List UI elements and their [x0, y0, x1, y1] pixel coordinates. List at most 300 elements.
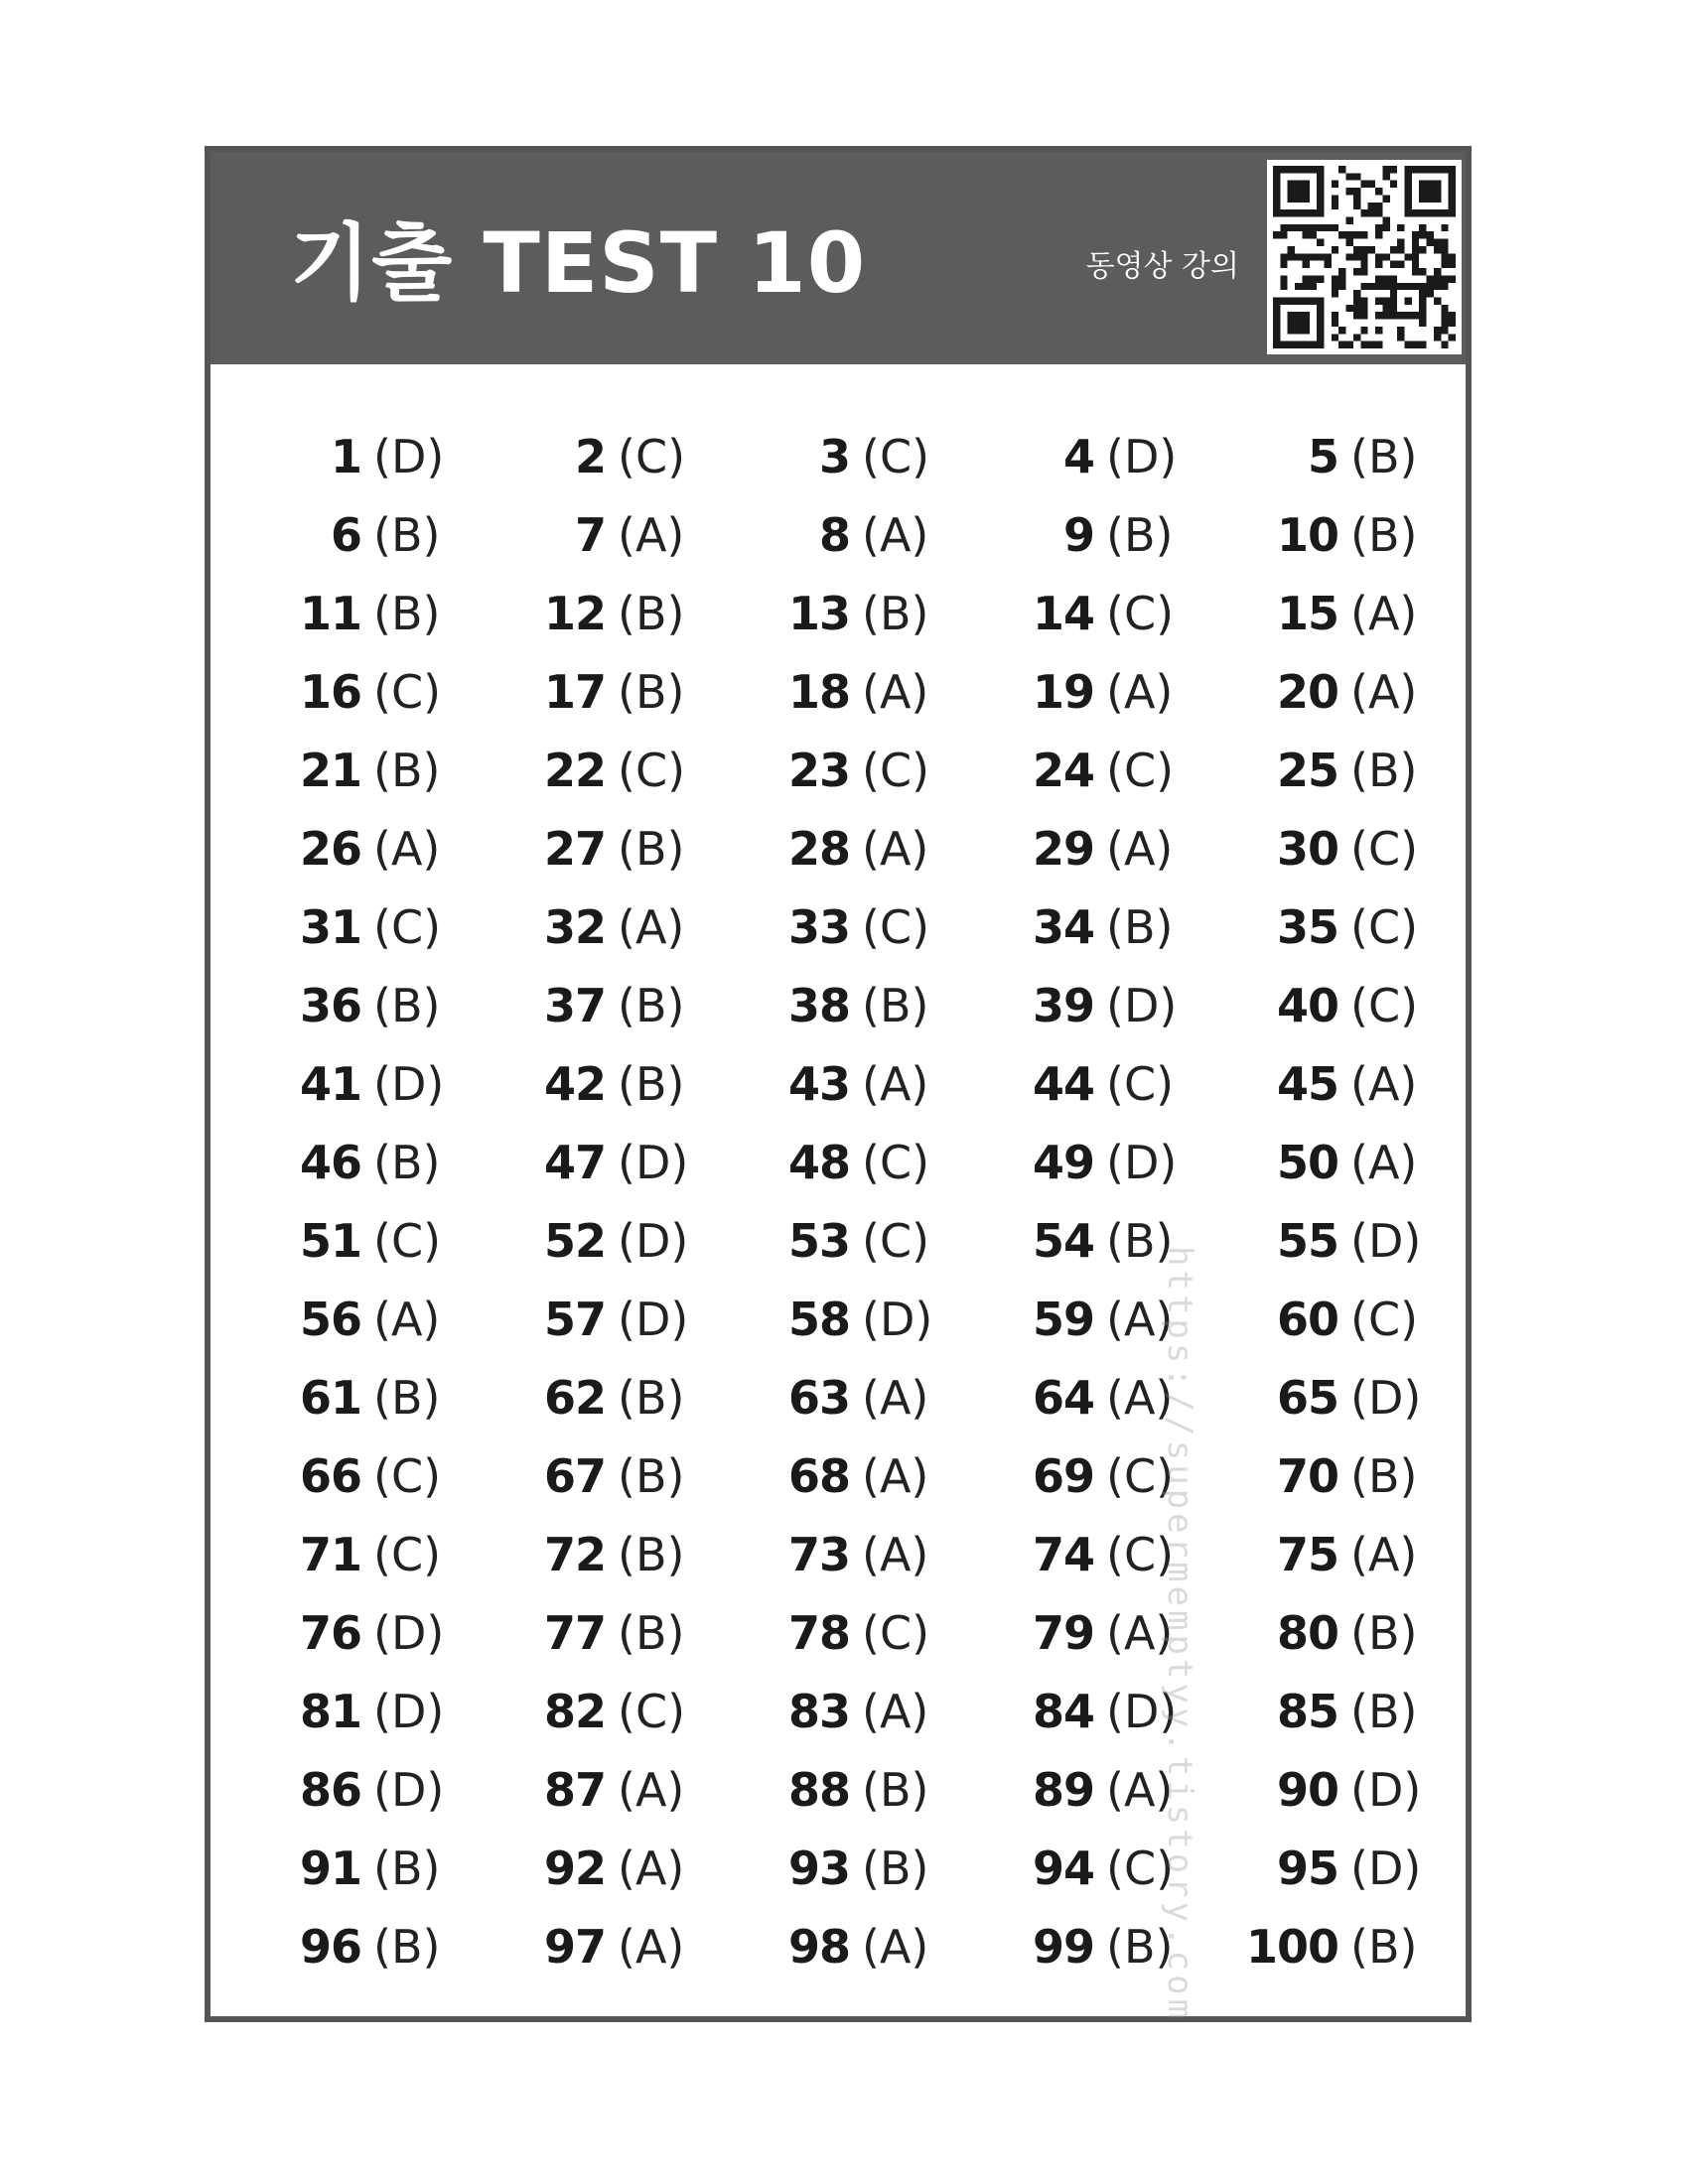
answer-choice: (C): [862, 744, 930, 797]
answer-choice: (D): [618, 1293, 689, 1346]
answer-choice: (D): [618, 1136, 689, 1189]
question-number: 53: [787, 1214, 850, 1268]
answer-choice: (D): [1106, 1136, 1178, 1189]
question-number: 84: [1032, 1685, 1094, 1738]
question-number: 48: [787, 1136, 850, 1189]
question-number: 10: [1276, 508, 1338, 562]
answer-item: [995, 418, 1239, 496]
answer-choice: (A): [862, 1920, 929, 1974]
answer-choice: (D): [1106, 979, 1178, 1032]
question-number: 13: [787, 587, 850, 640]
answer-choice: (C): [862, 900, 930, 954]
answer-choice: (B): [618, 1449, 685, 1503]
answer-item: [262, 1437, 506, 1516]
answer-item: [1239, 810, 1483, 888]
answer-item: [506, 1908, 751, 1986]
question-number: 28: [787, 822, 850, 876]
answer-item: [995, 967, 1239, 1045]
answer-choice: (C): [373, 665, 442, 719]
answer-choice: (A): [862, 822, 929, 876]
answer-choice: (D): [862, 1293, 933, 1346]
answer-item: [751, 575, 995, 653]
question-number: 67: [543, 1449, 606, 1503]
answer-choice: (D): [373, 1606, 445, 1660]
answer-choice: (C): [618, 744, 686, 797]
question-number: 44: [1032, 1057, 1094, 1111]
answer-item: [1239, 1045, 1483, 1124]
question-number: 51: [299, 1214, 361, 1268]
question-number: 88: [787, 1763, 850, 1817]
answer-grid: [211, 418, 1466, 1986]
question-number: 70: [1276, 1449, 1338, 1503]
answer-choice: (C): [1350, 900, 1419, 954]
answer-choice: (C): [373, 1214, 442, 1268]
question-number: 15: [1276, 587, 1338, 640]
answer-item: [995, 1202, 1239, 1281]
question-number: 83: [787, 1685, 850, 1738]
question-number: 60: [1276, 1293, 1338, 1346]
answer-choice: (B): [618, 1606, 685, 1660]
question-number: 4: [1062, 430, 1094, 483]
question-number: 47: [543, 1136, 606, 1189]
answer-item: [1239, 888, 1483, 967]
answer-choice: (B): [1106, 508, 1174, 562]
answer-item: [506, 653, 751, 732]
answer-choice: (B): [373, 744, 441, 797]
question-number: 16: [299, 665, 361, 719]
answer-item: [506, 1124, 751, 1202]
question-number: 64: [1032, 1371, 1094, 1425]
answer-item: [751, 1281, 995, 1359]
answer-choice: (A): [1106, 1293, 1174, 1346]
question-number: 93: [787, 1842, 850, 1895]
answer-item: [262, 888, 506, 967]
answer-item: [751, 1437, 995, 1516]
answer-choice: (D): [373, 430, 445, 483]
question-number: 40: [1276, 979, 1338, 1032]
question-number: 66: [299, 1449, 361, 1503]
answer-choice: (C): [1350, 979, 1419, 1032]
answer-choice: (B): [373, 508, 441, 562]
question-number: 5: [1307, 430, 1338, 483]
answer-choice: (D): [1350, 1214, 1422, 1268]
answer-choice: (B): [618, 979, 685, 1032]
answer-item: [995, 575, 1239, 653]
question-number: 33: [787, 900, 850, 954]
answer-item: [995, 888, 1239, 967]
answer-choice: (B): [1106, 900, 1174, 954]
answer-item: [506, 1437, 751, 1516]
answer-item: [262, 496, 506, 575]
question-number: 27: [543, 822, 606, 876]
answer-item: [262, 575, 506, 653]
answer-choice: (A): [1106, 665, 1174, 719]
answer-choice: (D): [373, 1057, 445, 1111]
question-number: 50: [1276, 1136, 1338, 1189]
answer-item: [751, 967, 995, 1045]
answer-item: [751, 810, 995, 888]
answer-choice: (B): [373, 979, 441, 1032]
question-number: 25: [1276, 744, 1338, 797]
answer-choice: (C): [1106, 1528, 1175, 1581]
answer-item: [1239, 1830, 1483, 1908]
answer-item: [262, 418, 506, 496]
question-number: 72: [543, 1528, 606, 1581]
answer-choice: (A): [862, 1449, 929, 1503]
answer-item: [751, 653, 995, 732]
answer-choice: (A): [373, 822, 441, 876]
answer-choice: (A): [1350, 1136, 1418, 1189]
question-number: 3: [818, 430, 850, 483]
answer-choice: (C): [1106, 587, 1175, 640]
answer-choice: (C): [1106, 1057, 1175, 1111]
answer-item: [1239, 575, 1483, 653]
answer-choice: (A): [373, 1293, 441, 1346]
answer-choice: (D): [1106, 430, 1178, 483]
answer-choice: (B): [618, 822, 685, 876]
question-number: 75: [1276, 1528, 1338, 1581]
answer-item: [995, 1045, 1239, 1124]
answer-choice: (A): [862, 665, 929, 719]
question-number: 11: [299, 587, 361, 640]
question-number: 19: [1032, 665, 1094, 719]
question-number: 100: [1245, 1920, 1338, 1974]
answer-item: [995, 1281, 1239, 1359]
answer-choice: (B): [373, 1136, 441, 1189]
question-number: 92: [543, 1842, 606, 1895]
answer-choice: (B): [862, 1763, 929, 1817]
answer-item: [1239, 1908, 1483, 1986]
question-number: 35: [1276, 900, 1338, 954]
question-number: 90: [1276, 1763, 1338, 1817]
answer-item: [751, 1124, 995, 1202]
answer-choice: (C): [1106, 1842, 1175, 1895]
question-number: 73: [787, 1528, 850, 1581]
question-number: 59: [1032, 1293, 1094, 1346]
answer-choice: (B): [862, 1842, 929, 1895]
question-number: 14: [1032, 587, 1094, 640]
answer-item: [506, 810, 751, 888]
answer-item: [995, 1908, 1239, 1986]
answer-choice: (B): [1106, 1920, 1174, 1974]
answer-choice: (B): [1350, 1920, 1418, 1974]
answer-choice: (A): [862, 508, 929, 562]
answer-choice: (A): [1350, 1057, 1418, 1111]
question-number: 7: [574, 508, 606, 562]
answer-choice: (A): [618, 1920, 685, 1974]
question-number: 82: [543, 1685, 606, 1738]
answer-item: [506, 1751, 751, 1830]
watermark: https://supermemptyy.tistory.com: [1160, 1246, 1199, 2024]
qr-code-icon: [1273, 166, 1456, 348]
answer-choice: (B): [373, 1842, 441, 1895]
question-number: 56: [299, 1293, 361, 1346]
answer-choice: (D): [373, 1763, 445, 1817]
question-number: 95: [1276, 1842, 1338, 1895]
question-number: 2: [574, 430, 606, 483]
answer-choice: (C): [1106, 1449, 1175, 1503]
answer-choice: (B): [862, 587, 929, 640]
question-number: 41: [299, 1057, 361, 1111]
question-number: 24: [1032, 744, 1094, 797]
question-number: 45: [1276, 1057, 1338, 1111]
question-number: 52: [543, 1214, 606, 1268]
answer-item: [1239, 1751, 1483, 1830]
question-number: 36: [299, 979, 361, 1032]
answer-item: [262, 1830, 506, 1908]
answer-choice: (C): [862, 430, 930, 483]
question-number: 20: [1276, 665, 1338, 719]
question-number: 94: [1032, 1842, 1094, 1895]
question-number: 80: [1276, 1606, 1338, 1660]
question-number: 12: [543, 587, 606, 640]
answer-item: [1239, 1516, 1483, 1594]
question-number: 77: [543, 1606, 606, 1660]
question-number: 62: [543, 1371, 606, 1425]
answer-choice: (A): [1106, 1371, 1174, 1425]
answer-choice: (A): [1106, 1763, 1174, 1817]
answer-item: [995, 1751, 1239, 1830]
answer-item: [995, 1359, 1239, 1437]
answer-item: [751, 1202, 995, 1281]
answer-choice: (D): [1350, 1763, 1422, 1817]
question-number: 86: [299, 1763, 361, 1817]
answer-item: [751, 1359, 995, 1437]
answer-item: [506, 888, 751, 967]
answer-item: [262, 1124, 506, 1202]
page-title: 기출 TEST 10: [290, 214, 867, 312]
question-number: 76: [299, 1606, 361, 1660]
question-number: 97: [543, 1920, 606, 1974]
question-number: 58: [787, 1293, 850, 1346]
answer-choice: (B): [1350, 1685, 1418, 1738]
answer-item: [262, 1516, 506, 1594]
answer-item: [751, 418, 995, 496]
answer-item: [751, 1594, 995, 1673]
answer-item: [1239, 1437, 1483, 1516]
answer-choice: (D): [373, 1685, 445, 1738]
answer-item: [506, 1594, 751, 1673]
question-number: 81: [299, 1685, 361, 1738]
answer-item: [995, 653, 1239, 732]
answer-item: [995, 732, 1239, 810]
answer-choice: (B): [373, 1371, 441, 1425]
answer-item: [751, 1045, 995, 1124]
question-number: 30: [1276, 822, 1338, 876]
answer-choice: (B): [862, 979, 929, 1032]
question-number: 91: [299, 1842, 361, 1895]
answer-item: [262, 1673, 506, 1751]
question-number: 79: [1032, 1606, 1094, 1660]
answer-item: [506, 1359, 751, 1437]
answer-item: [751, 1830, 995, 1908]
answer-choice: (C): [1106, 744, 1175, 797]
answer-item: [1239, 1359, 1483, 1437]
question-number: 49: [1032, 1136, 1094, 1189]
answer-item: [751, 732, 995, 810]
answer-choice: (B): [618, 665, 685, 719]
question-number: 26: [299, 822, 361, 876]
answer-choice: (C): [862, 1214, 930, 1268]
answer-choice: (B): [618, 1371, 685, 1425]
answer-item: [1239, 653, 1483, 732]
question-number: 46: [299, 1136, 361, 1189]
answer-item: [995, 496, 1239, 575]
answer-choice: (C): [373, 1449, 442, 1503]
question-number: 1: [330, 430, 361, 483]
answer-item: [506, 1202, 751, 1281]
answer-choice: (D): [1350, 1842, 1422, 1895]
answer-item: [506, 1673, 751, 1751]
answer-item: [995, 810, 1239, 888]
answer-item: [1239, 1673, 1483, 1751]
question-number: 55: [1276, 1214, 1338, 1268]
answer-choice: (D): [1350, 1371, 1422, 1425]
question-number: 22: [543, 744, 606, 797]
answer-item: [506, 418, 751, 496]
answer-choice: (A): [862, 1685, 929, 1738]
answer-choice: (A): [618, 900, 685, 954]
answer-item: [262, 1045, 506, 1124]
question-number: 38: [787, 979, 850, 1032]
answer-choice: (A): [862, 1528, 929, 1581]
answer-key-card: [205, 146, 1472, 2022]
answer-item: [1239, 1124, 1483, 1202]
answer-item: [262, 653, 506, 732]
answer-choice: (B): [618, 1057, 685, 1111]
answer-choice: (C): [618, 430, 686, 483]
answer-choice: (C): [373, 900, 442, 954]
question-number: 61: [299, 1371, 361, 1425]
answer-choice: (A): [862, 1371, 929, 1425]
answer-choice: (B): [373, 587, 441, 640]
question-number: 89: [1032, 1763, 1094, 1817]
answer-choice: (B): [1350, 1606, 1418, 1660]
answer-item: [995, 1516, 1239, 1594]
answer-item: [262, 1594, 506, 1673]
question-number: 34: [1032, 900, 1094, 954]
qr-code[interactable]: [1267, 160, 1462, 354]
answer-item: [506, 1045, 751, 1124]
answer-item: [1239, 1281, 1483, 1359]
answer-item: [751, 1908, 995, 1986]
answer-choice: (D): [1106, 1685, 1178, 1738]
answer-item: [262, 1751, 506, 1830]
answer-choice: (A): [1106, 1606, 1174, 1660]
question-number: 99: [1032, 1920, 1094, 1974]
answer-item: [751, 1516, 995, 1594]
question-number: 6: [330, 508, 361, 562]
answer-choice: (A): [618, 508, 685, 562]
question-number: 31: [299, 900, 361, 954]
answer-choice: (A): [1106, 822, 1174, 876]
answer-item: [751, 496, 995, 575]
question-number: 78: [787, 1606, 850, 1660]
answer-choice: (C): [1350, 822, 1419, 876]
question-number: 29: [1032, 822, 1094, 876]
answer-item: [262, 1202, 506, 1281]
answer-choice: (C): [862, 1606, 930, 1660]
answer-choice: (D): [618, 1214, 689, 1268]
answer-item: [751, 1751, 995, 1830]
question-number: 42: [543, 1057, 606, 1111]
question-number: 96: [299, 1920, 361, 1974]
question-number: 85: [1276, 1685, 1338, 1738]
answer-choice: (A): [1350, 587, 1418, 640]
answer-item: [506, 496, 751, 575]
question-number: 69: [1032, 1449, 1094, 1503]
answer-choice: (C): [862, 1136, 930, 1189]
answer-item: [262, 1908, 506, 1986]
answer-choice: (A): [618, 1763, 685, 1817]
question-number: 68: [787, 1449, 850, 1503]
answer-choice: (A): [1350, 665, 1418, 719]
answer-choice: (B): [618, 1528, 685, 1581]
answer-item: [262, 1281, 506, 1359]
answer-choice: (B): [1350, 430, 1418, 483]
answer-choice: (A): [862, 1057, 929, 1111]
answer-choice: (B): [373, 1920, 441, 1974]
answer-item: [1239, 418, 1483, 496]
answer-item: [1239, 1594, 1483, 1673]
answer-item: [506, 1830, 751, 1908]
answer-item: [506, 575, 751, 653]
answer-item: [506, 1516, 751, 1594]
answer-choice: (B): [1106, 1214, 1174, 1268]
answer-item: [1239, 1202, 1483, 1281]
answer-item: [1239, 496, 1483, 575]
question-number: 32: [543, 900, 606, 954]
answer-item: [751, 1673, 995, 1751]
answer-item: [1239, 732, 1483, 810]
answer-item: [995, 1673, 1239, 1751]
answer-choice: (C): [373, 1528, 442, 1581]
answer-choice: (B): [1350, 508, 1418, 562]
question-number: 37: [543, 979, 606, 1032]
answer-choice: (B): [1350, 1449, 1418, 1503]
question-number: 17: [543, 665, 606, 719]
answer-item: [262, 967, 506, 1045]
question-number: 39: [1032, 979, 1094, 1032]
question-number: 65: [1276, 1371, 1338, 1425]
answer-choice: (B): [1350, 744, 1418, 797]
answer-item: [995, 1594, 1239, 1673]
answer-item: [1239, 967, 1483, 1045]
question-number: 21: [299, 744, 361, 797]
header-bar: [211, 152, 1466, 364]
question-number: 54: [1032, 1214, 1094, 1268]
answer-choice: (C): [618, 1685, 686, 1738]
question-number: 8: [818, 508, 850, 562]
question-number: 23: [787, 744, 850, 797]
answer-choice: (B): [618, 587, 685, 640]
answer-item: [995, 1124, 1239, 1202]
answer-choice: (A): [618, 1842, 685, 1895]
question-number: 43: [787, 1057, 850, 1111]
question-number: 57: [543, 1293, 606, 1346]
answer-choice: (C): [1350, 1293, 1419, 1346]
question-number: 87: [543, 1763, 606, 1817]
answer-item: [751, 888, 995, 967]
question-number: 74: [1032, 1528, 1094, 1581]
answer-item: [506, 732, 751, 810]
answer-item: [506, 1281, 751, 1359]
question-number: 71: [299, 1528, 361, 1581]
answer-item: [262, 810, 506, 888]
answer-item: [995, 1830, 1239, 1908]
answer-item: [262, 1359, 506, 1437]
answer-item: [506, 967, 751, 1045]
